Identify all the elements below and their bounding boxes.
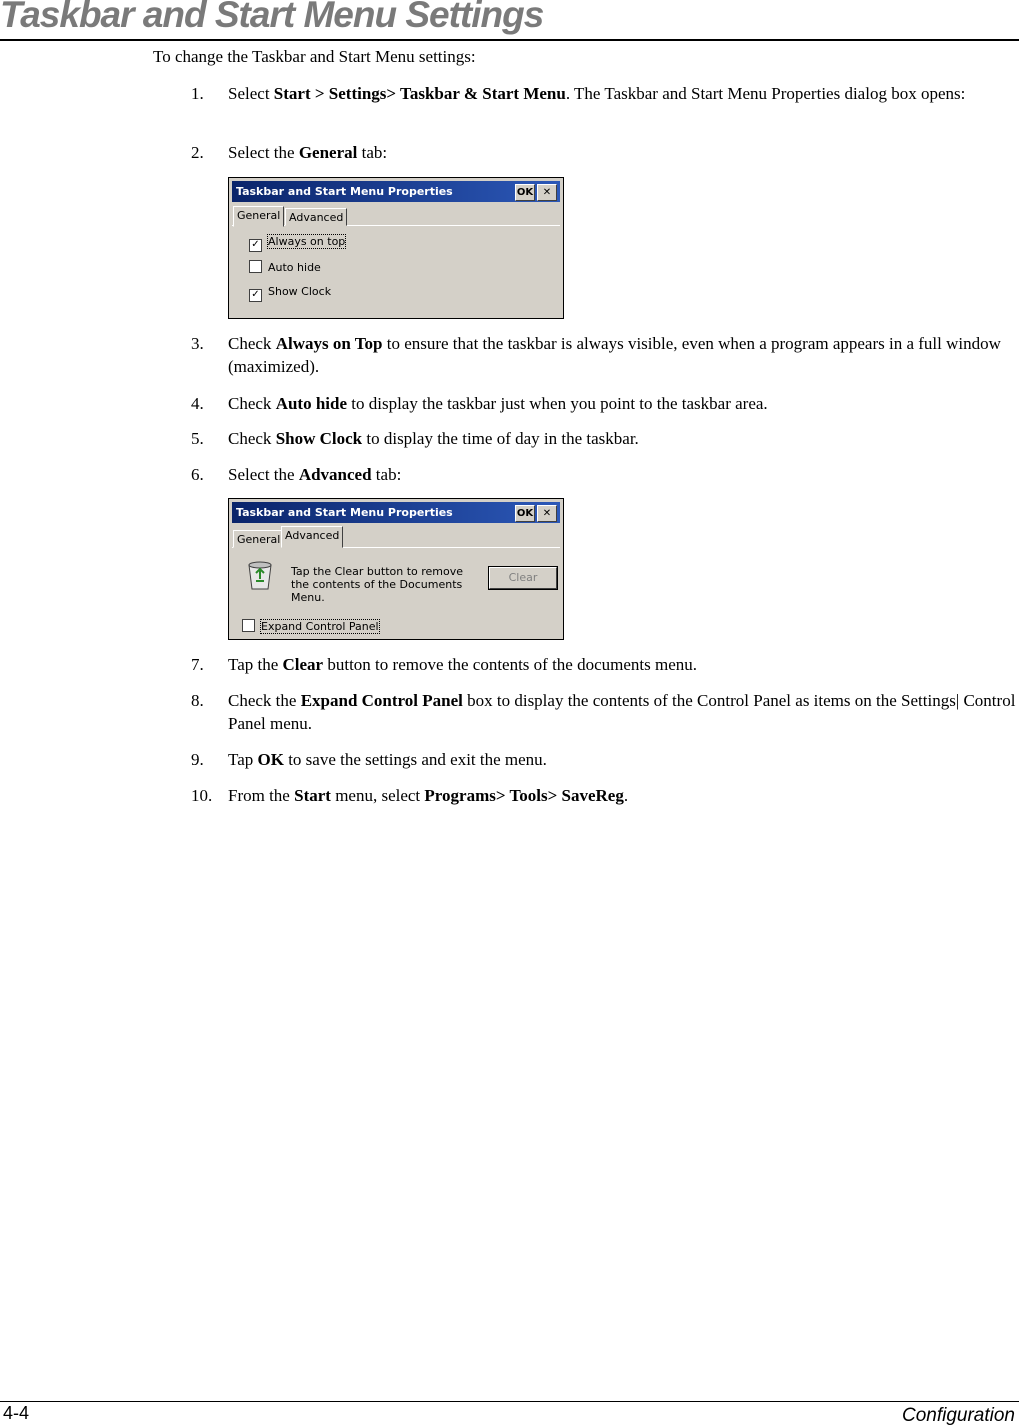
- step-text: .: [623, 786, 629, 805]
- step-bold: Auto hide: [275, 394, 348, 413]
- step-text: tab:: [371, 465, 402, 484]
- step-text: menu, select: [330, 786, 425, 805]
- step-text: Check the: [228, 691, 301, 710]
- step-bold: Start > Settings> Taskbar & Start Menu: [273, 84, 566, 103]
- step-text: Check: [228, 334, 276, 353]
- auto-hide-checkbox[interactable]: [249, 260, 321, 274]
- dialog-title-bar: [232, 502, 560, 523]
- step-bold: Programs> Tools> SaveReg: [424, 786, 624, 805]
- step-text: Select: [228, 84, 274, 103]
- step-number: 4.: [191, 394, 204, 413]
- advanced-tab-screenshot: [228, 498, 564, 640]
- step-text: to display the time of day in the taskbar.: [362, 429, 639, 448]
- footer-divider: [0, 1401, 1019, 1402]
- step-bold: Always on Top: [275, 334, 383, 353]
- step-bold: Clear: [282, 655, 324, 674]
- step-text: button to remove the contents of the documents menu.: [323, 655, 698, 674]
- expand-control-panel-checkbox[interactable]: [242, 619, 379, 633]
- dialog-title: Taskbar and Start Menu Properties: [236, 185, 453, 198]
- step-number: 1.: [191, 84, 204, 103]
- step-bold: Expand Control Panel: [300, 691, 463, 710]
- step-number: 5.: [191, 429, 204, 448]
- ok-button[interactable]: OK: [515, 184, 535, 201]
- step-text: Tap the: [228, 655, 283, 674]
- dialog-title-bar: [232, 181, 560, 202]
- step-text: . The Taskbar and Start Menu Properties dialog box opens:: [565, 84, 966, 103]
- always-on-top-checkbox[interactable]: [249, 235, 345, 252]
- step-bold: Show Clock: [275, 429, 363, 448]
- tab-general[interactable]: General: [233, 206, 284, 227]
- step-number: 6.: [191, 465, 204, 484]
- section-name: Configuration: [901, 1405, 1015, 1426]
- step-number: 9.: [191, 750, 204, 769]
- intro-text: To change the Taskbar and Start Menu settings:: [153, 47, 476, 66]
- step-text: Check: [228, 394, 276, 413]
- page-title: Taskbar and Start Menu Settings: [0, 0, 544, 35]
- tab-general[interactable]: General: [233, 530, 284, 548]
- page-number: 4-4: [3, 1403, 30, 1423]
- checkbox-unchecked[interactable]: [242, 619, 255, 632]
- step-text: to display the taskbar just when you point to the taskbar area.: [347, 394, 768, 413]
- step-text: From the: [228, 786, 295, 805]
- recycle-bin-icon: [245, 559, 275, 595]
- step-number: 7.: [191, 655, 204, 674]
- step-bold: General: [298, 143, 358, 162]
- show-clock-label: Show Clock: [268, 285, 332, 298]
- step-text: tab:: [357, 143, 388, 162]
- checkbox-checked[interactable]: ✓: [249, 289, 262, 302]
- step-number: 2.: [191, 143, 204, 162]
- step-text: Select the: [228, 143, 299, 162]
- step-bold: Advanced: [298, 465, 372, 484]
- title-divider: [0, 39, 1019, 41]
- step-number: 8.: [191, 691, 204, 710]
- step-bold: OK: [257, 750, 284, 769]
- step-text: Tap: [228, 750, 258, 769]
- close-icon[interactable]: ✕: [537, 505, 557, 522]
- step-number: 3.: [191, 334, 204, 353]
- step-text: box to display the contents of the Control Panel as items on the Settings| Control Panel menu.: [228, 691, 1016, 733]
- auto-hide-label: Auto hide: [268, 261, 321, 274]
- clear-instructions: Tap the Clear button to remove the contents of the Documents Menu.: [291, 565, 464, 604]
- step-text: to save the settings and exit the menu.: [283, 750, 547, 769]
- always-on-top-label: Always on top: [268, 235, 346, 248]
- dialog-title: Taskbar and Start Menu Properties: [236, 506, 453, 519]
- clear-button[interactable]: Clear: [489, 567, 557, 589]
- step-text: to ensure that the taskbar is always visible, even when a program appears in a full window (maximized).: [228, 334, 1001, 376]
- checkbox-unchecked[interactable]: [249, 260, 262, 273]
- close-icon[interactable]: ✕: [537, 184, 557, 201]
- checkbox-checked[interactable]: ✓: [249, 239, 262, 252]
- expand-control-panel-label: Expand Control Panel: [261, 620, 379, 633]
- show-clock-checkbox[interactable]: [249, 285, 331, 302]
- step-text: Check: [228, 429, 276, 448]
- general-tab-screenshot: [228, 177, 564, 319]
- ok-button[interactable]: OK: [515, 505, 535, 522]
- step-text: Select the: [228, 465, 299, 484]
- step-bold: Start: [294, 786, 331, 805]
- tab-advanced[interactable]: Advanced: [281, 526, 343, 548]
- step-number: 10.: [191, 786, 213, 805]
- tab-advanced[interactable]: Advanced: [285, 208, 347, 226]
